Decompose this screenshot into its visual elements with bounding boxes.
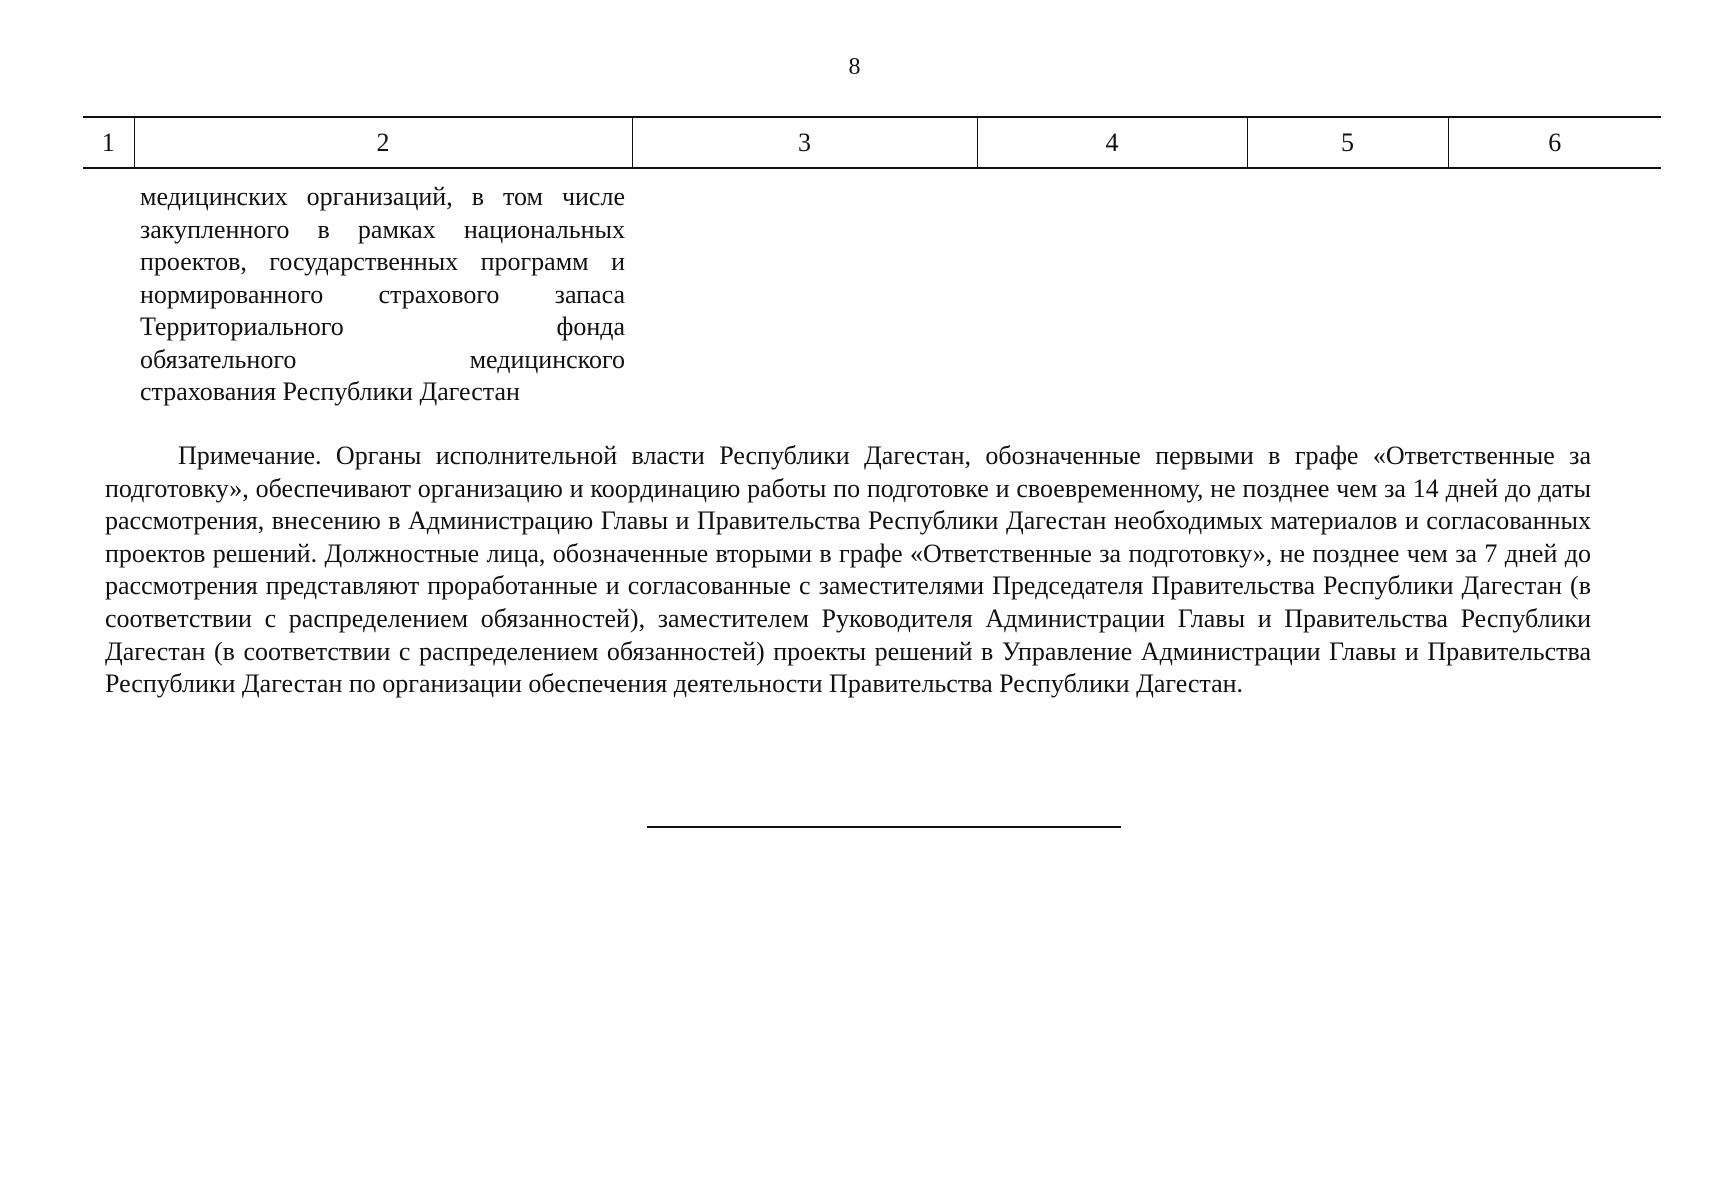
column-number: 4	[977, 117, 1247, 168]
continued-table-cell	[140, 181, 625, 409]
note-paragraph: Примечание. Органы исполнительной власти Республики Дагестан, обозначенные первыми в графе «Ответственные за подготовку», обеспечивают организацию и координацию работы по подготовке и своевременному, не позднее чем за 14 дней до даты рассмотрения, внесению в Администрацию Главы и Правительства Республики Дагестан необходимых материалов и согласованных проектов решений. Должностные лица, обозначенные вторыми в графе «Ответственные за подготовку», не позднее чем за 7 дней до рассмотрения представляют проработанные и согласованные с заместителями Председателя Правительства Республики Дагестан (в соответствии с распределением обязанностей), заместителем Руководителя Администрации Главы и Правительства Республики Дагестан (в соответствии с распределением обязанностей) проекты решений в Управление Администрации Главы и Правительства Республики Дагестан по организации обеспечения деятельности Правительства Республики Дагестан.	[105, 441, 1591, 699]
cell-text-line: закупленного в рамках национальных	[140, 214, 625, 244]
cell-text-line: Территориального фонда	[140, 312, 625, 341]
cell-text-line: страхования Республики Дагестан	[140, 377, 520, 406]
cell-text-line: обязательного медицинского	[140, 344, 625, 374]
column-number: 3	[632, 117, 977, 168]
column-number: 5	[1247, 117, 1448, 168]
table-header-row	[83, 117, 1661, 168]
cell-text-line: медицинских организаций, в том числе	[140, 182, 625, 211]
column-number: 1	[83, 117, 134, 168]
end-of-document-rule	[647, 826, 1121, 828]
column-number: 2	[134, 117, 632, 168]
cell-text-line: проектов, государственных программ и	[140, 247, 625, 276]
table-column-numbers	[83, 116, 1661, 169]
cell-text-line: нормированного страхового запаса	[140, 279, 625, 309]
column-number: 6	[1448, 117, 1661, 168]
page-number: 8	[848, 54, 861, 80]
